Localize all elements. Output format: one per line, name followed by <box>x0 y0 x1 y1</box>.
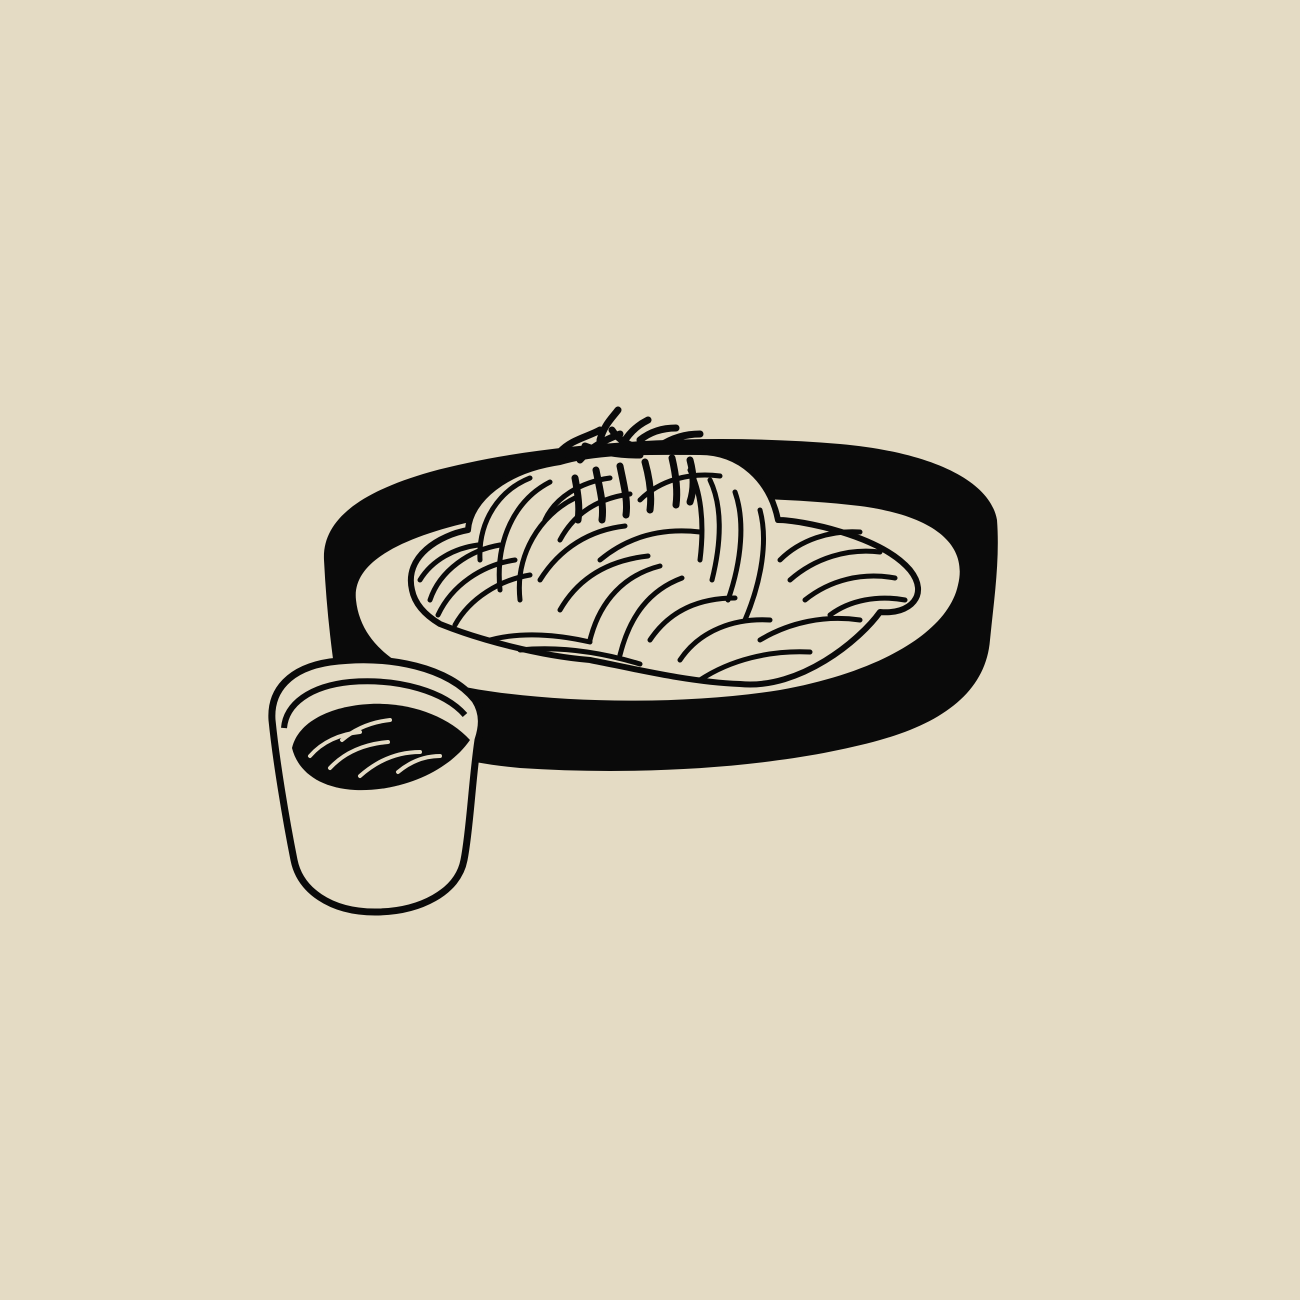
dipping-cup-icon <box>272 660 482 912</box>
